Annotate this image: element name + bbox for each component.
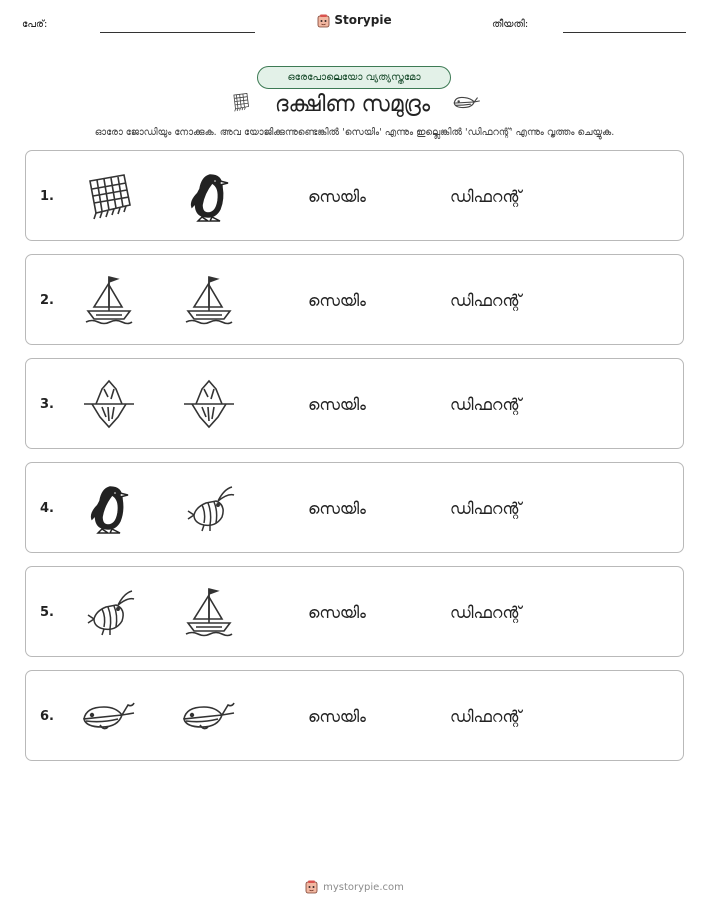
option-same[interactable]: സെയിം [308,290,366,310]
question-row-1 [25,150,684,241]
penguin-icon [82,481,136,535]
option-different[interactable]: ഡിഫറന്റ് [450,602,522,622]
option-different[interactable]: ഡിഫറന്റ് [450,394,522,414]
option-different[interactable]: ഡിഫറന്റ് [450,706,522,726]
sailboat-icon [182,585,236,639]
blanket-icon [227,91,253,117]
question-row-3 [25,358,684,449]
instructions: ഓരോ ജോഡിയും നോക്കുക. അവ യോജിക്കുന്നുണ്ടെങ്കിൽ 'സെയിം' എന്നും ഇല്ലെങ്കിൽ 'ഡിഫറന്റ്' എന്നും വൃത്തം ചെയ്യുക. [94,127,615,138]
question-number: 2. [40,293,54,308]
title-row [0,91,709,117]
iceberg-icon [182,377,236,431]
whale-icon [452,92,482,116]
option-same[interactable]: സെയിം [308,186,366,206]
question-number: 3. [40,397,54,412]
sailboat-icon [182,273,236,327]
footer-website[interactable]: mystorypie.com [323,881,404,893]
name-field[interactable] [100,32,255,33]
option-same[interactable]: സെയിം [308,706,366,726]
iceberg-icon [82,377,136,431]
blanket-icon [82,169,136,223]
question-number: 5. [40,605,54,620]
question-number: 6. [40,709,54,724]
worksheet-title: ദക്ഷിണ സമുദ്രം [274,91,431,117]
sailboat-icon [82,273,136,327]
shrimp-icon [82,585,136,639]
name-label: പേര്: [22,19,48,30]
question-row-2 [25,254,684,345]
question-row-6 [25,670,684,761]
whale-icon [182,689,236,743]
question-row-5 [25,566,684,657]
option-same[interactable]: സെയിം [308,394,366,414]
option-different[interactable]: ഡിഫറന്റ് [450,186,522,206]
whale-icon [82,689,136,743]
penguin-icon [182,169,236,223]
option-same[interactable]: സെയിം [308,498,366,518]
question-row-4 [25,462,684,553]
option-different[interactable]: ഡിഫറന്റ് [450,498,522,518]
brand [0,13,709,27]
question-number: 1. [40,189,54,204]
storypie-logo-icon [305,880,318,894]
storypie-logo-icon [317,13,330,27]
date-field[interactable] [563,32,686,33]
worksheet-type-badge: ഒരേപോലെയോ വ്യത്യസ്തമോ [257,66,451,89]
question-number: 4. [40,501,54,516]
shrimp-icon [182,481,236,535]
brand-name: Storypie [334,13,392,27]
footer [0,880,709,894]
date-label: തീയതി: [492,19,529,30]
option-same[interactable]: സെയിം [308,602,366,622]
option-different[interactable]: ഡിഫറന്റ് [450,290,522,310]
